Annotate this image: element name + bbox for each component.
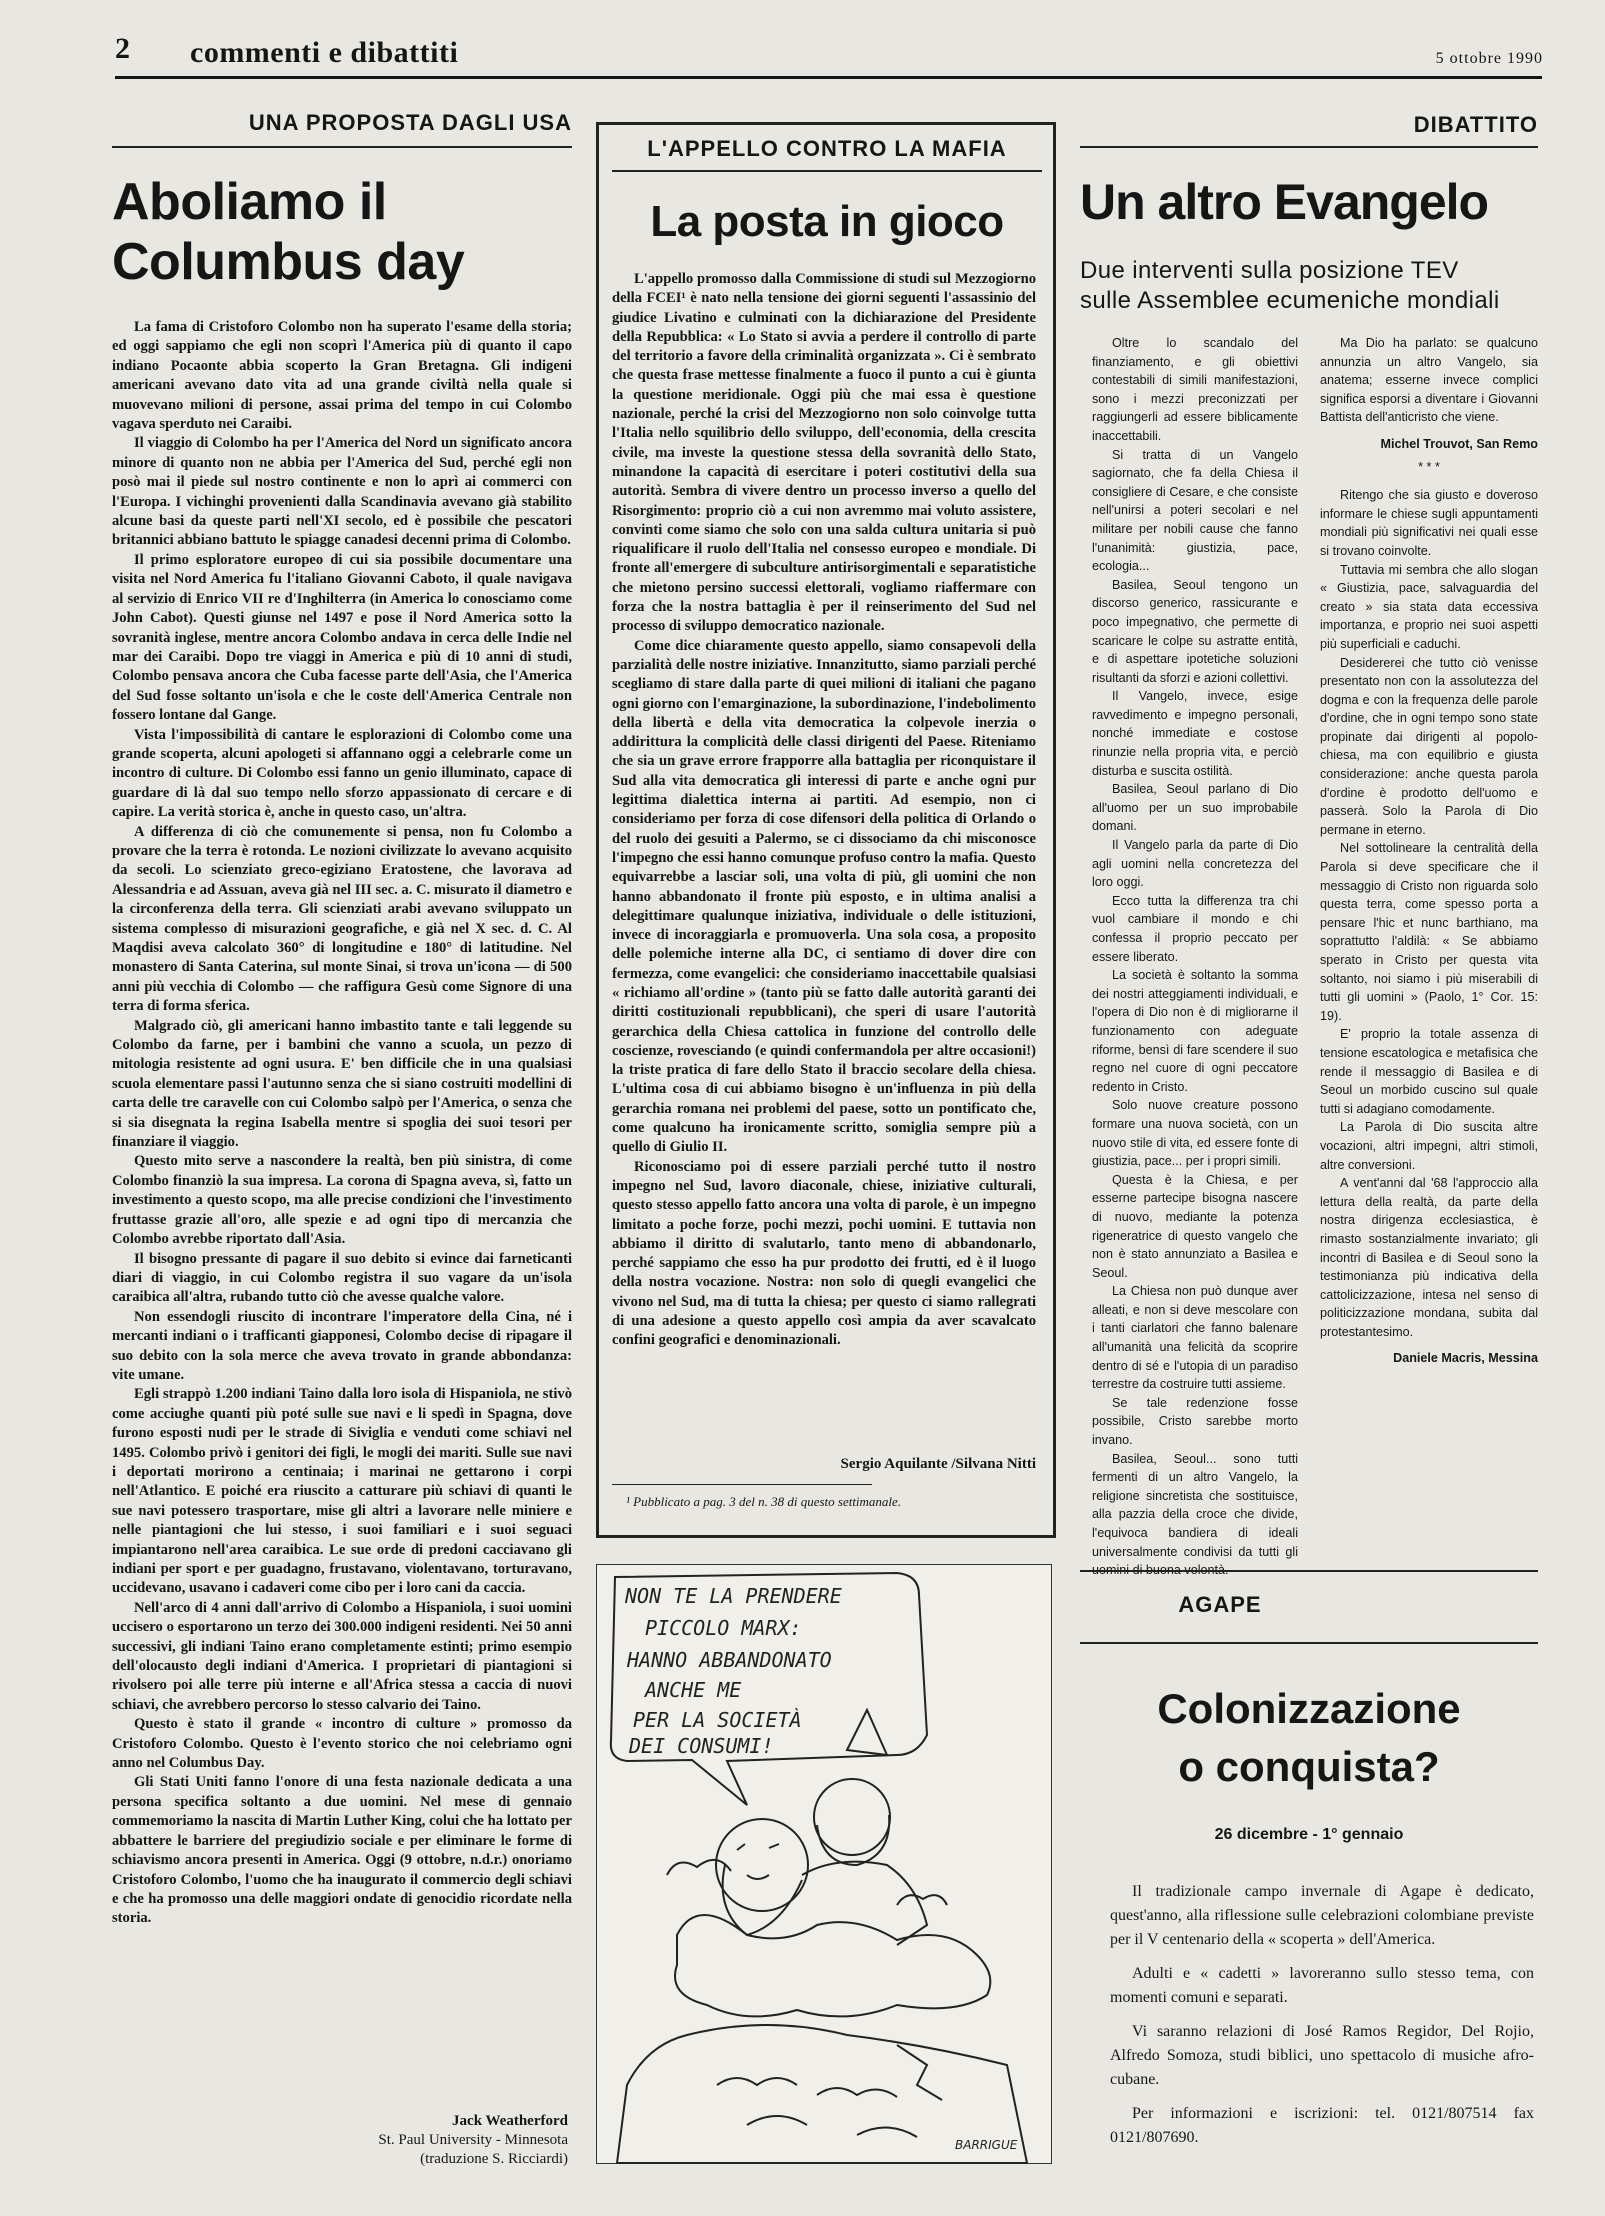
- letter1-paragraph: Si tratta di un Vangelo sagiornato, che fa della Chiesa il consigliere di Cesare, e che consiste nell'unirsi a poteri secolari e nel militare per nobili cause che fanno l'unanimità: giustizia, pace, ecologia...: [1092, 447, 1298, 574]
- left-translation: (traduzione S. Ricciardi): [420, 2151, 568, 2167]
- left-affiliation: St. Paul University - Minnesota: [378, 2132, 568, 2148]
- left-article-body: [112, 318, 572, 2103]
- agape-kicker: AGAPE: [1178, 1592, 1262, 1617]
- center-kicker-rule: [612, 170, 1042, 172]
- center-paragraph: Riconosciamo poi di essere parziali perché tutto il nostro impegno nel Sud, lavoro diaconale, chiese, iniziative culturali, questo stesso appello fatto ancora una volta di parole, è un impegno limitato a poche forze, pochi mezzi, pochi uomini. E tuttavia non abbiamo il diritto di svalutarlo, tanto meno di abbandonarlo, perché sappiamo che esso ha pur prodotto dei frutti, ed è il luogo della nostra vocazione. Nostra: non solo di quegli evangelici che vivono nel Sud, ma di tutta la chiesa; per questo ci siamo rallegrati di una adesione a questo appello così ampia da aver scavalcato confini geografici e denominazionali.: [612, 1158, 1036, 1349]
- center-headline: La posta in gioco: [650, 197, 1004, 246]
- letter1-paragraph: La Chiesa non può dunque aver alleati, e non si deve mescolare con i tanti ciarlatori che fanno balenare all'umanità una felicità da scoprire dentro di sé e l'utopia di un paradiso terrestre da costruire tutti assieme.: [1092, 1284, 1298, 1392]
- left-paragraph: Nell'arco di 4 anni dall'arrivo di Colombo a Hispaniola, i suoi uomini uccisero o esportarono un terzo dei 300.000 indigeni residenti. Nei 50 anni successivi, gli indiani Taino erano completamente estinti; primo esempio dell'olocausto degli indiani d'America. I proprietari di piantagioni si rivolsero poi alle terre più interne e all'Africa stessa a caccia di nuovi schiavi, che avrebbero percorso lo stesso calvario dei Taino.: [112, 1599, 572, 1713]
- header-rule: [115, 76, 1542, 79]
- cartoon-text-line: PICCOLO MARX:: [645, 1616, 802, 1640]
- letter1-paragraph: Oltre lo scandalo del finanziamento, e gli obiettivi contestabili di simili manifestazioni, sono i mezzi preconizzati per raggiungerli ad essere biblicamente inaccettabili.: [1092, 336, 1298, 443]
- right-letter1-col: [1092, 334, 1298, 1559]
- left-paragraph: Malgrado ciò, gli americani hanno imbastito tante e tali leggende su Colombo da farne, per i bambini che vanno a scuola, un pezzo di mitologia resistente ad ogni usura. E' ben difficile che in una qualsiasi scuola elementare passi l'autunno senza che si siano costruiti modellini di carta delle tre caravelle con cui Colombo salpò per l'America, o senza che si sia disegnata la regina Isabella mentre si spoglia dei suoi tesori per finanziare il viaggio.: [112, 1017, 572, 1151]
- left-paragraph: Egli strappò 1.200 indiani Taino dalla loro isola di Hispaniola, ne stivò come acciughe quanti più poté sulle sue navi e li spedì in Spagna, dove furono esposti nudi per le strade di Siviglia e venduti come schiavi nel 1495. Colombo privò i genitori dei figli, le mogli dei mariti. Sulle sue navi i deportati morirono a centinaia; i marinai ne gettarono i corpi nell'Atlantico. E poiché era riuscito a catturare più schiavi di quanti le sue navi potessero trasportare, mise gli altri a lavorare nelle miniere e nelle piantagioni che lui stesso, i suoi familiari e i suoi seguaci impiantarono nell'area caraibica. Le sue orde di predoni cacciavano gli indiani per sport e per guadagno, frustavano, violentavano, torturavano, uccidevano, usavano i cadaveri come cibo per i loro cani da caccia.: [112, 1386, 572, 1597]
- center-paragraph: L'appello promosso dalla Commissione di studi sul Mezzogiorno della FCEI¹ è nato nella tensione dei giorni seguenti l'assassinio del giudice Livatino e culminati con la dichiarazione del Presidente della Repubblica: « Lo Stato si avvia a perdere il controllo di parte del territorio a favore della criminalità organizzata ». Ci è sembrato che questa frase mettesse finalmente a fuoco il punto a cui è giunta la questione meridionale. Oggi più che mai essa è questione nazionale, perché la crisi del Mezzogiorno non solo coinvolge tutta l'Italia nello squilibrio dello sviluppo, dell'economia, della crescita civile, ma investe la questione stessa della sovranità dello Stato, minandone la capacità di esercitare i poteri costitutivi della sua autorità. Sembra di vivere dentro un processo inverso a quello del Risorgimento: proprio ciò a cui non avremmo mai voluto assistere, convinti come siamo che solo con una salda cultura unitaria si può riqualificare il ruolo dell'Italia nel consesso europeo e mondiale. Di fronte all'emergere di subculture antirisorgimentali e separatistiche che mietono persino successi elettorali, vogliamo riaffermare con forza che la nostra battaglia è per il reinserimento del Sud nel processo di sviluppo democratico nazionale.: [612, 271, 1036, 635]
- center-paragraph: Come dice chiaramente questo appello, siamo consapevoli della parzialità delle nostre iniziative. Innanzitutto, siamo parziali perché scegliamo di stare dalla parte di quei milioni di italiani che pagano ogni giorno con l'emarginazione, la subordinazione, l'indebolimento della libertà e della vita democratica la colpevole inerzia o addirittura la complicità delle classi dirigenti del Paese. Riteniamo che sia un grave errore frapporre alla battaglia per riconquistare il Sud alla vita democratica gli interessi di parte e anche ogni pur legittima dialettica interna ai partiti. Ad esempio, non ci consideriamo per forza di cose difensori della politica di Orlando o del ruolo dei gesuiti a Palermo, se ci dissociamo da chi misconosce l'impegno che essi hanno comunque profuso contro la mafia. Questo equivarrebbe a lasciar soli, una volta di più, gli uomini che non hanno abbandonato il fronte più esposto, e in ultima analisi a delegittimare qualunque iniziativa, individuale o delle istituzioni, invece di incoraggiarla e promuoverla. Una sola cosa, a proposito delle polemiche interne alla DC, ci sentiamo di dover dire con fermezza, come evangelici: che consideriamo inaccettabile qualsiasi « richiamo all'ordine » (tanto più se fatto dalle autorità garanti dei diritti costituzionali repubblicani), che speri di usare l'autorità gerarchica della Chiesa cattolica in funzione del controllo delle coscienze, rovesciando (e quindi confermandola per altre occasioni!) la triste pratica di fare dello Stato il braccio secolare della chiesa. L'ultima cosa di cui abbiamo bisogno è un'influenza in più della gerarchia romana nei problemi del paese, sotto un pontificato che, come qualcuno ha ironicamente scritto, somiglia sempre più a quello di Giulio II.: [612, 637, 1036, 1156]
- letter1-paragraph: Il Vangelo parla da parte di Dio agli uomini nella concretezza del loro oggi.: [1092, 838, 1298, 890]
- letter1-paragraph: Solo nuove creature possono formare una nuova società, con un nuovo stile di vita, ed essere fonte di giustizia, pace... per i propri simili.: [1092, 1098, 1298, 1169]
- page-number: 2: [115, 32, 130, 65]
- footnote-rule: [612, 1484, 872, 1485]
- left-paragraph: Il primo esploratore europeo di cui sia possibile documentare una visita nel Nord America fu l'italiano Giovanni Caboto, il quale navigava al servizio di Enrico VII re d'Inghilterra (in America lo conosciamo come John Cabot). Questi giunse nel 1497 e pose il Nord America sotto la sovranità inglese, mentre ancora Colombo andava in cerca delle Indie nel mar dei Caraibi. Dopo tre viaggi in America e più di 10 anni di studi, Colombo pensava ancora che Cuba facesse parte dell'Asia, che l'America del Sud fosse soltanto un'isola e che le coste dell'America Centrale non fossero lontane dal Gange.: [112, 551, 572, 724]
- letter2-paragraph: La Parola di Dio suscita altre vocazioni, altri impegni, altri stimoli, altre conversioni.: [1320, 1120, 1538, 1172]
- center-authors: Sergio Aquilante /Silvana Nitti: [840, 1456, 1036, 1472]
- left-headline-line2: Columbus day: [112, 233, 465, 291]
- left-paragraph: La fama di Cristoforo Colombo non ha superato l'esame della storia; ed oggi sappiamo che egli non scoprì l'America più di quanto il capo indiano Pocaonte abbia scoperto la Gran Bretagna. Gli indigeni americani avevano dato vita ad una grande civiltà nella quale si muovevano milioni di persone, assai prima del tempo in cui Colombo vagava sperduto nei Caraibi.: [112, 319, 572, 433]
- letter2-paragraph: A vent'anni dal '68 l'approccio alla lettura della realtà, da parte della nostra dirigenza ecclesiastica, è rimasto sostanzialmente invariato; gli incontri di Basilea e di Seoul sono la testimonianza più indicativa della cattolicizzazione, intesa nel senso di politicizzazione mondana, subita dal protestantesimo.: [1320, 1176, 1538, 1339]
- cartoon-text-line: ANCHE ME: [645, 1678, 742, 1702]
- left-headline-line1: Aboliamo il: [112, 173, 387, 231]
- agape-paragraph: Il tradizionale campo invernale di Agape è dedicato, quest'anno, alla riflessione sulle celebrazioni colombiane previste per il V centenario della « scoperta » dell'America.: [1110, 1883, 1534, 1948]
- letter1-paragraph: Ma Dio ha parlato: se qualcuno annunzia un altro Vangelo, sia anatema; esserne invece complici significa esporsi a diventare i Giovanni Battista dell'anticristo che viene.: [1320, 336, 1538, 425]
- center-kicker: L'APPELLO CONTRO LA MAFIA: [647, 136, 1007, 161]
- left-paragraph: Questo mito serve a nascondere la realtà, ben più sinistra, di come Colombo finanziò la sua impresa. La corona di Spagna aveva, sì, fatto un investimento a questo scopo, ma alle precise condizioni che l'investimento fruttasse grazie all'oro, alle spezie e ad ogni tipo di mercanzia che Colombo avrebbe riportato dall'Asia.: [112, 1153, 572, 1248]
- left-signature: [112, 2112, 568, 2169]
- letter1-paragraph: Il Vangelo, invece, esige ravvedimento e impegno personali, nonché immediate e costose rinunzie nella propria vita, e perciò disturba e suscita ostilità.: [1092, 689, 1298, 778]
- left-kicker: UNA PROPOSTA DAGLI USA: [248, 110, 572, 135]
- agape-headline: [1080, 1680, 1538, 1796]
- cartoon-signature: BARRIGUE: [955, 2138, 1018, 2152]
- right-headline: Un altro Evangelo: [1080, 174, 1489, 230]
- right-subtitle: [1080, 256, 1540, 316]
- center-article-body: [612, 270, 1036, 1420]
- right-subtitle-line1: Due interventi sulla posizione TEV: [1080, 257, 1459, 284]
- letter1-paragraph: Ecco tutta la differenza tra chi vuol cambiare il mondo e chi confessa il proprio peccato per essere liberato.: [1092, 893, 1298, 964]
- left-paragraph: Il bisogno pressante di pagare il suo debito si evince dai farneticanti diari di viaggio, in cui Colombo registra il suo vagare da un'isola caraibica all'altra, rubando tutto ciò che avesse qualche valore.: [112, 1250, 572, 1306]
- right-letter2-col: [1320, 334, 1538, 1520]
- agape-body: [1110, 1880, 1534, 2150]
- letter2-paragraph: Tuttavia mi sembra che allo slogan « Giustizia, pace, salvaguardia del creato » sia stata data eccessiva importanza, e proprio nei suoi aspetti più superficiali e caduchi.: [1320, 562, 1538, 651]
- left-paragraph: A differenza di ciò che comunemente si pensa, non fu Colombo a provare che la terra è rotonda. Le nozioni civilizzate lo avevano acquisito da secoli. Lo scienziato greco-egiziano Eratostene, che lavorava ad Alessandria e ad Assuan, aveva già nel III sec. a. C. misurato il diametro e la circonferenza della terra. Gli scienziati arabi avevano sviluppato un sistema complesso di misurazioni geografiche, e già nel X sec. d. C. Al Maqdisi aveva calcolato 360° di longitudine e 180° di latitudine. Nel monastero di Santa Caterina, sul monte Sinai, si trova un'icona — di 500 anni più vecchia di Colombo — che raffigura Gesù come Signore di una terra di forma sferica.: [112, 823, 572, 1015]
- left-paragraph: Non essendogli riuscito di incontrare l'imperatore della Cina, né i mercanti indiani o i trafficanti giapponesi, Colombo decise di ripagare il suo debito con la sola merce che aveva trovato in grande abbondanza: vite umane.: [112, 1308, 572, 1383]
- cartoon-panel: [596, 1564, 1052, 2164]
- agape-dates: 26 dicembre - 1° gennaio: [1214, 1826, 1404, 1843]
- letter2-paragraph: Nel sottolineare la centralità della Parola si deve specificare che il messaggio di Cristo non riguarda solo questa terra, come spesso porta a pensare l'hic et nunc barthiano, ma soprattutto l'aldilà: « Se abbiamo sperato in Cristo per questa vita soltanto, noi siamo i più miserabili di tutti gli uomini » (Paolo, 1° Cor. 15: 19).: [1320, 841, 1538, 1023]
- letter1-paragraph: Basilea, Seoul parlano di Dio all'uomo per un suo improbabile domani.: [1092, 782, 1298, 834]
- agape-paragraph: Adulti e « cadetti » lavoreranno sullo stesso tema, con momenti comuni e separati.: [1110, 1965, 1534, 2006]
- letter1-paragraph: Basilea, Seoul... sono tutti fermenti di un altro Vangelo, la religione sincretista che sostituisce, alla pazzia della croce che divide, l'equivoca bandiera di ideali universalmente condivisi da tutti gli: [1092, 1451, 1298, 1559]
- section-title: commenti e dibattiti: [190, 36, 459, 69]
- letter1-paragraph: Questa è la Chiesa, e per esserne partecipe bisogna nascere di nuovo, mediante la potenza rigeneratrice di questo vangelo che non è stato annunziato a Basilea e Seoul.: [1092, 1172, 1298, 1280]
- right-kicker: DIBATTITO: [1413, 112, 1538, 137]
- letter1-paragraph: Basilea, Seoul tengono un discorso generico, rassicurante e poco impegnativo, che permette di scaricare le colpe su astratte entità, e di aspettare ipotetiche soluzioni risultanti da sforzi e azioni collettivi.: [1092, 577, 1298, 685]
- agape-contact: Per informazioni e iscrizioni: tel. 0121/807514 fax 0121/807690.: [1110, 2105, 1534, 2146]
- agape-headline-line2: o conquista?: [1178, 1743, 1440, 1790]
- cartoon-text-line: DEI CONSUMI!: [629, 1734, 774, 1758]
- right-kicker-rule: [1080, 146, 1538, 148]
- letter2-paragraph: E' proprio la totale assenza di tensione escatologica e metafisica che rende il messaggio di Basilea e di Seoul un morbido cuscino sul quale tutti si adagiano comodamente.: [1320, 1027, 1538, 1116]
- left-paragraph: Vista l'impossibilità di cantare le esplorazioni di Colombo come una grande scoperta, alcuni apologeti si affannano oggi a celebrarle come un incontro di culture. Di Colombo essi fanno un genio illuminato, capace di guardare di là dal suo tempo nello sforzo appassionato di cercare e di capire. La verità storica è, anche in questo caso, un'altra.: [112, 726, 572, 821]
- left-paragraph: Il viaggio di Colombo ha per l'America del Nord un significato ancora minore di quanto non ne abbia per l'America del Sud, perché egli non posò mai il piede sul nostro continente e non lo aprì ai commerci con l'Europa. I vichinghi provenienti dalla Scandinavia avevano già stabilito alcune basi da queste parti nell'XI secolo, ed è possibile che pescatori britannici abbiano battuto le spiagge canadesi decenni prima di Colombo.: [112, 435, 572, 549]
- agape-paragraph: Vi saranno relazioni di José Ramos Regidor, Del Rojio, Alfredo Somoza, studi biblici, uno spettacolo di musiche afro-cubane.: [1110, 2023, 1534, 2088]
- left-paragraph: Gli Stati Uniti fanno l'onore di una festa nazionale dedicata a una persona specifica soltanto a due uomini. Nel mese di gennaio commemoriamo la nascita di Martin Luther King, colui che ha lottato per abbattere le barriere del pregiudizio sociale e per eliminare le forme di schiavismo ancora presenti in America. Oggi (9 ottobre, n.d.r.) onoriamo Cristoforo Colombo, l'uomo che ha inaugurato il commercio degli schiavi e che ha promosso una delle maggiori ondate di genocidio ricordate nella storia.: [112, 1774, 572, 1927]
- left-author: Jack Weatherford: [452, 2113, 568, 2129]
- cartoon-drawing-icon: [597, 1565, 1051, 2163]
- agape-top-rule: [1080, 1570, 1538, 1572]
- letter1-paragraph: Se tale redenzione fosse possibile, Cristo sarebbe morto invano.: [1092, 1395, 1298, 1448]
- right-subtitle-line2: sulle Assemblee ecumeniche mondiali: [1080, 287, 1500, 314]
- left-kicker-rule: [112, 146, 572, 148]
- left-headline: [112, 172, 582, 292]
- cartoon-text-line: HANNO ABBANDONATO: [627, 1648, 832, 1672]
- letter2-paragraph: Ritengo che sia giusto e doveroso informare le chiese sugli appuntamenti mondiali più significativi nei quali esse si trovano coinvolte.: [1320, 488, 1538, 558]
- separator-stars: * * *: [1418, 459, 1440, 474]
- agape-kicker-rule: [1080, 1642, 1538, 1644]
- letter1-paragraph: La società è soltanto la somma dei nostri atteggiamenti individuali, e l'opera di Dio non è di migliorarne il funzionamento con adeguate riforme, bensì di fare scendere il suo regno nel cuore di ogni peccatore redento in Cristo.: [1092, 968, 1298, 1094]
- center-footnote: ¹ Pubblicato a pag. 3 del n. 38 di questo settimanale.: [626, 1494, 902, 1509]
- issue-date: 5 ottobre 1990: [1435, 50, 1543, 67]
- agape-headline-line1: Colonizzazione: [1157, 1685, 1461, 1732]
- letter2-signer: Daniele Macris, Messina: [1393, 1351, 1538, 1366]
- cartoon-text-line: NON TE LA PRENDERE: [625, 1584, 842, 1608]
- letter1-signer: Michel Trouvot, San Remo: [1380, 436, 1538, 451]
- cartoon-text-line: PER LA SOCIETÀ: [633, 1708, 802, 1732]
- letter2-paragraph: Desidererei che tutto ciò venisse presentato non con la assolutezza del dogma e con la frequenza delle parole d'ordine, che in ogni tempo sono state propinate dai dirigenti al popolo-chiesa, ma con equilibrio e giusta considerazione: anche questa parola d'ordine è prodotto dell'uomo e passerà. Solo la Parola di Dio permane in eterno.: [1320, 655, 1538, 837]
- left-paragraph: Questo è stato il grande « incontro di culture » promosso da Cristoforo Colombo. Questo è l'evento storico che noi celebriamo ogni anno nel Columbus Day.: [112, 1716, 572, 1772]
